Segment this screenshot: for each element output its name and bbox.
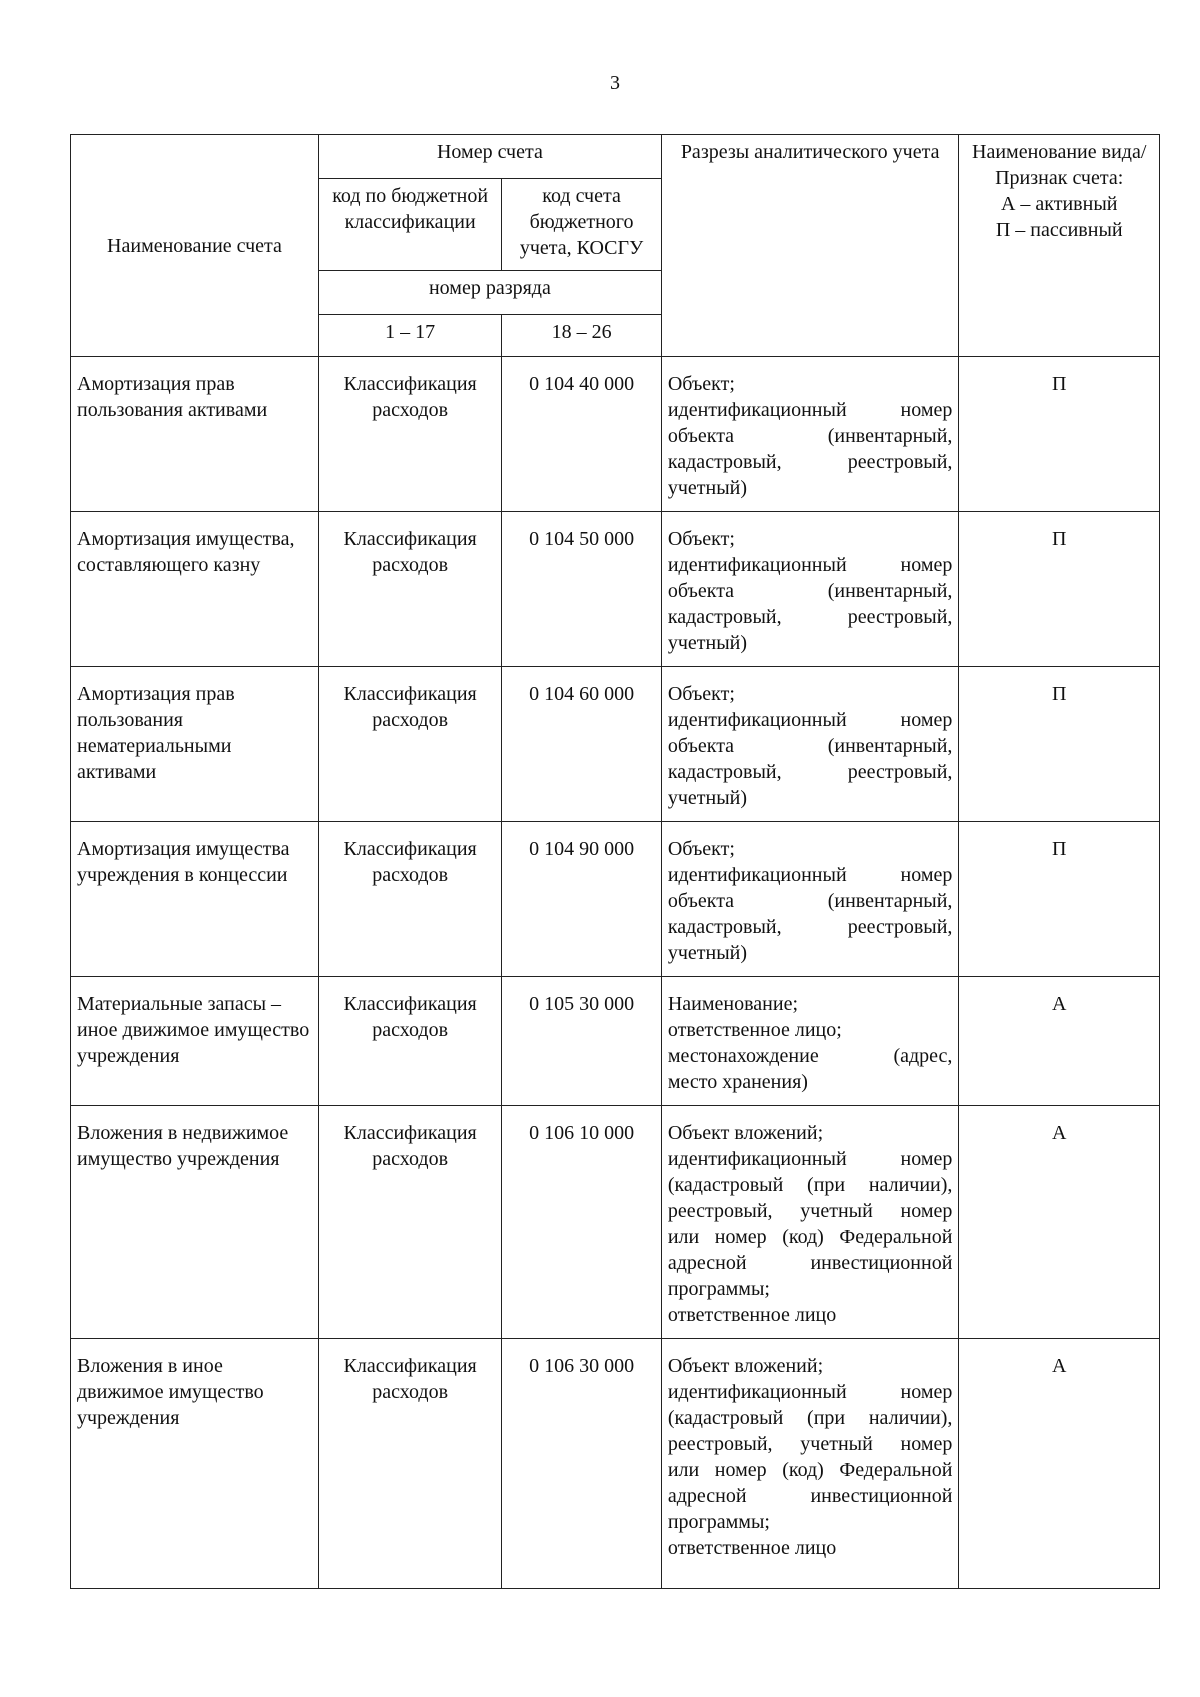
account-sign-cell: А [959,1339,1160,1589]
header-account-name: Наименование счета [71,135,319,357]
header-type-sign [959,135,1160,357]
analytics-cell [661,977,959,1106]
header-type-active: А – активный [1000,193,1118,215]
account-sign-cell: П [959,822,1160,977]
account-code-cell: 0 105 30 000 [502,977,662,1106]
analytics-line: (кадастровый (при наличии), [667,1407,953,1429]
analytics-cell [661,357,959,512]
account-code-cell: 0 104 90 000 [502,822,662,977]
analytics-line: идентификационный номер [667,709,953,731]
analytics-line: объекта (инвентарный, [667,580,953,602]
analytics-line: идентификационный номер [667,554,953,576]
analytics-cell [661,1106,959,1339]
table-row [71,977,1160,1106]
budget-class-cell: Классификация расходов [318,512,501,667]
account-name-cell: Вложения в иное движимое имущество учреждения [71,1339,319,1589]
account-name-cell: Амортизация прав пользования активами [71,357,319,512]
analytics-line: объекта (инвентарный, [667,890,953,912]
header-digits-1-17: 1 – 17 [318,315,501,357]
budget-class-cell: Классификация расходов [318,667,501,822]
analytics-line: учетный) [667,942,748,964]
analytics-line: кадастровый, реестровый, [667,606,953,628]
budget-class-cell: Классификация расходов [318,822,501,977]
account-code-cell: 0 104 50 000 [502,512,662,667]
account-name-cell: Материальные запасы – иное движимое имущество учреждения [71,977,319,1106]
analytics-line: адресной инвестиционной [667,1485,953,1507]
account-name-cell: Амортизация имущества, составляющего казну [71,512,319,667]
budget-class-cell: Классификация расходов [318,977,501,1106]
analytics-line: адресной инвестиционной [667,1252,953,1274]
budget-class-cell: Классификация расходов [318,357,501,512]
account-sign-cell: П [959,357,1160,512]
table-row [71,822,1160,977]
analytics-line: Объект вложений; [667,1122,824,1144]
analytics-line: учетный) [667,632,748,654]
table-row [71,667,1160,822]
account-code-cell: 0 104 60 000 [502,667,662,822]
analytics-cell [661,822,959,977]
account-sign-cell: А [959,977,1160,1106]
analytics-line: или номер (код) Федеральной [667,1459,953,1481]
analytics-line: или номер (код) Федеральной [667,1226,953,1248]
analytics-cell [661,512,959,667]
analytics-line: программы; [667,1511,770,1533]
analytics-line: ответственное лицо; [667,1019,842,1041]
analytics-cell [661,667,959,822]
analytics-line: кадастровый, реестровый, [667,916,953,938]
analytics-line: кадастровый, реестровый, [667,761,953,783]
budget-class-cell: Классификация расходов [318,1106,501,1339]
header-budget-class-code: код по бюджетной классификации [318,179,501,271]
analytics-line: Наименование; [667,993,798,1015]
account-code-cell: 0 106 10 000 [502,1106,662,1339]
analytics-line: учетный) [667,477,748,499]
analytics-line: объекта (инвентарный, [667,735,953,757]
analytics-line: ответственное лицо [667,1537,837,1559]
account-sign-cell: П [959,667,1160,822]
analytics-line: Объект; [667,683,735,705]
analytics-cell [661,1339,959,1589]
header-account-number: Номер счета [318,135,661,179]
analytics-line: реестровый, учетный номер [667,1433,953,1455]
account-code-cell: 0 106 30 000 [502,1339,662,1589]
header-accounting-code: код счета бюджетного учета, КОСГУ [502,179,662,271]
analytics-line: программы; [667,1278,770,1300]
analytics-line: ответственное лицо [667,1304,837,1326]
analytics-line: кадастровый, реестровый, [667,451,953,473]
analytics-line: Объект вложений; [667,1355,824,1377]
table-row [71,357,1160,512]
accounts-table [70,134,1160,1589]
header-type-line: Наименование вида/Признак счета: [972,141,1147,189]
header-digits-18-26: 18 – 26 [502,315,662,357]
account-name-cell: Амортизация имущества учреждения в концессии [71,822,319,977]
table-row [71,1106,1160,1339]
analytics-line: идентификационный номер [667,1381,953,1403]
analytics-line: реестровый, учетный номер [667,1200,953,1222]
budget-class-cell: Классификация расходов [318,1339,501,1589]
header-analytics: Разрезы аналитического учета [661,135,959,357]
analytics-line: идентификационный номер [667,1148,953,1170]
analytics-line: идентификационный номер [667,399,953,421]
analytics-line: Объект; [667,528,735,550]
account-name-cell: Вложения в недвижимое имущество учреждения [71,1106,319,1339]
analytics-line: место хранения) [667,1071,808,1093]
analytics-line: местонахождение (адрес, [667,1045,953,1067]
analytics-line: (кадастровый (при наличии), [667,1174,953,1196]
account-sign-cell: П [959,512,1160,667]
page-number: 3 [610,72,620,94]
analytics-line: Объект; [667,838,735,860]
analytics-line: Объект; [667,373,735,395]
account-name-cell: Амортизация прав пользования нематериальными активами [71,667,319,822]
analytics-line: идентификационный номер [667,864,953,886]
analytics-line: объекта (инвентарный, [667,425,953,447]
header-digit-number: номер разряда [318,271,661,315]
analytics-line: учетный) [667,787,748,809]
account-code-cell: 0 104 40 000 [502,357,662,512]
table-row [71,1339,1160,1589]
header-type-passive: П – пассивный [995,219,1123,241]
account-sign-cell: А [959,1106,1160,1339]
table-row [71,512,1160,667]
